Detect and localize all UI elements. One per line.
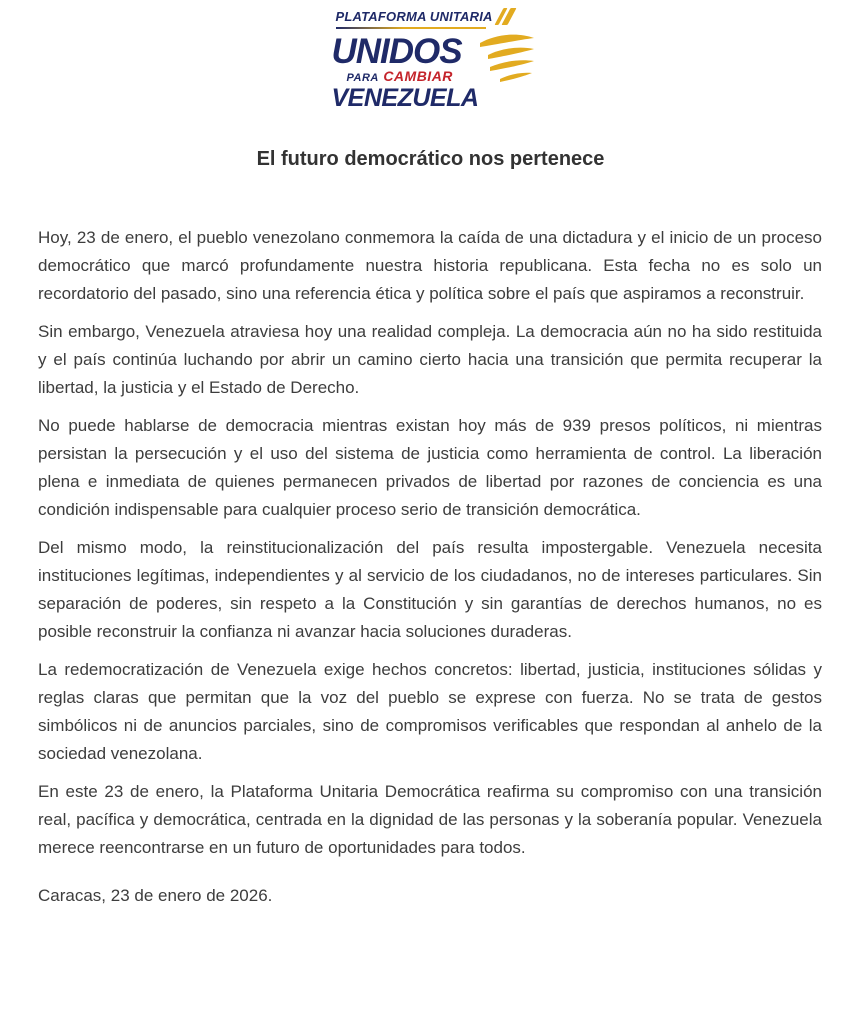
logo-top-row: [332, 8, 530, 25]
logo-plataforma-unitaria-text: PLATAFORMA UNITARIA: [335, 9, 493, 25]
plataforma-unitaria-logo: [331, 8, 530, 112]
paragraph-5: La redemocratización de Venezuela exige hechos concretos: libertad, justicia, instituciones sólidas y reglas claras que permitan que la voz del pueblo se exprese con fuerza. No se trata de gestos simbólicos ni de anuncios parciales, sino de compromisos verificables que respondan al anhelo de la sociedad venezolana.: [38, 660, 822, 763]
logo-underline-divider: [336, 27, 486, 29]
document-body: [38, 224, 822, 910]
logo-cambiar-text: CAMBIAR: [383, 68, 453, 84]
paragraph-4: Del mismo modo, la reinstitucionalización del país resulta impostergable. Venezuela necesita instituciones legítimas, independientes y al servicio de los ciudadanos, no de intereses particulares. Sin separación de poderes, sin respeto a la Constitución y sin garantías de derechos humanos, no es posible reconstruir la confianza ni avanzar hacia soluciones duraderas.: [38, 538, 822, 641]
logo-para-text: PARA: [346, 72, 379, 84]
ribbon-swoosh-icon: [478, 31, 536, 87]
dateline: Caracas, 23 de enero de 2026.: [38, 886, 273, 905]
double-slash-icon: [499, 8, 512, 25]
logo-venezuela-text: VENEZUELA: [331, 84, 479, 112]
paragraph-1: Hoy, 23 de enero, el pueblo venezolano conmemora la caída de una dictadura y el inicio de un proceso democrático que marcó profundamente nuestra historia republicana. Esta fecha no es solo un recordatorio del pasado, sino una referencia ética y política sobre el país que aspiramos a reconstruir.: [38, 228, 822, 303]
paragraph-2: Sin embargo, Venezuela atraviesa hoy una realidad compleja. La democracia aún no ha sido restituida y el país continúa luchando por abrir un camino cierto hacia una transición que permita recuperar la libertad, la justicia y el Estado de Derecho.: [38, 322, 822, 397]
page-title: El futuro democrático nos pertenece: [256, 148, 605, 170]
logo-unidos-text: UNIDOS: [331, 32, 462, 71]
paragraph-6: En este 23 de enero, la Plataforma Unitaria Democrática reafirma su compromiso con una transición real, pacífica y democrática, centrada en la dignidad de las personas y la soberanía popular. Venezuela merece reencontrarse en un futuro de oportunidades para todos.: [38, 782, 822, 857]
paragraph-3: No puede hablarse de democracia mientras existan hoy más de 939 presos políticos, ni mientras persistan la persecución y el uso del sistema de justicia como herramienta de control. La liberación plena e inmediata de quienes permanecen privados de libertad por razones de conciencia es una condición indispensable para cualquier proceso serio de transición democrática.: [38, 416, 822, 519]
